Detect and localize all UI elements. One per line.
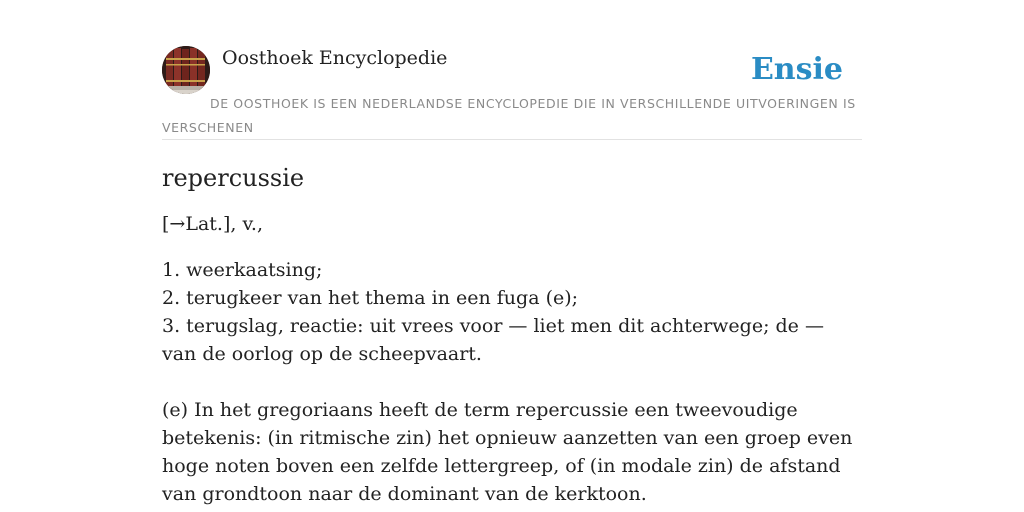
definition-item: 2. terugkeer van het thema in een fuga (e);: [162, 287, 579, 309]
source-title[interactable]: Oosthoek Encyclopedie: [222, 47, 448, 69]
encyclopedia-books-icon[interactable]: [162, 46, 210, 94]
header: [162, 46, 862, 140]
definition-item: 3. terugslag, reactie: uit vrees voor — liet men dit achterwege; de — van de oorlog op de scheepvaart.: [162, 315, 824, 365]
entry-content: [162, 160, 864, 508]
source-subtitle: DE OOSTHOEK IS EEN NEDERLANDSE ENCYCLOPEDIE DIE IN VERSCHILLENDE UITVOERINGEN IS VERSCHENEN: [162, 96, 856, 135]
brand-logo[interactable]: Ensie: [750, 52, 843, 87]
etymology: [→Lat.], v.,: [162, 213, 264, 235]
explanatory-note: (e) In het gregoriaans heeft de term repercussie een tweevoudige betekenis: (in ritmische zin) het opnieuw aanzetten van een groep even hoge noten boven een zelfde lettergreep, of (in modale zin) de afstand van grondtoon naar de dominant van de kerktoon.: [162, 399, 853, 505]
definition-item: 1. weerkaatsing;: [162, 259, 323, 281]
page-title: repercussie: [162, 164, 305, 192]
definition-list: [162, 256, 864, 368]
